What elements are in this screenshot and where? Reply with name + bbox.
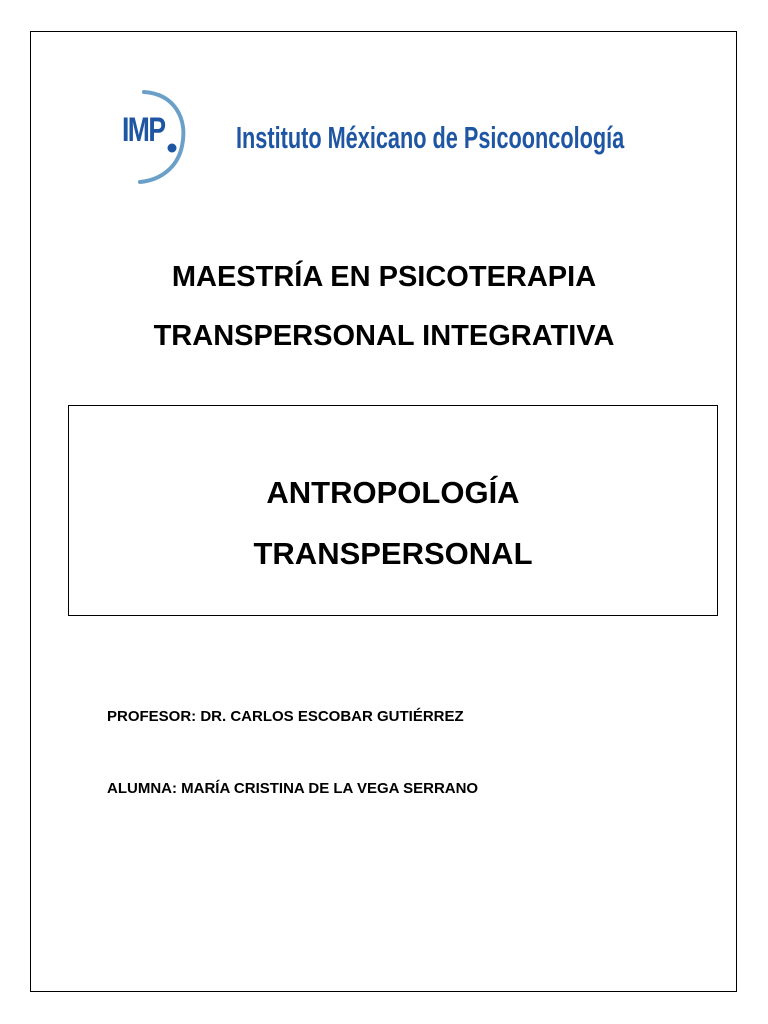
profesor-line: PROFESOR: DR. CARLOS ESCOBAR GUTIÉRREZ xyxy=(107,708,464,725)
course-title-box xyxy=(68,405,718,616)
institution-logo xyxy=(122,86,192,186)
course-title-line-1: ANTROPOLOGÍA xyxy=(266,475,520,510)
course-title-line-2: TRANSPERSONAL xyxy=(253,536,533,571)
institution-name: Instituto Méxicano de Psicooncología xyxy=(236,120,625,155)
logo-abbreviation: IMP xyxy=(122,111,165,149)
program-title-line-2: TRANSPERSONAL INTEGRATIVA xyxy=(153,320,615,352)
alumna-line: ALUMNA: MARÍA CRISTINA DE LA VEGA SERRANO xyxy=(107,780,479,797)
program-title-line-1: MAESTRÍA EN PSICOTERAPIA xyxy=(171,261,597,293)
